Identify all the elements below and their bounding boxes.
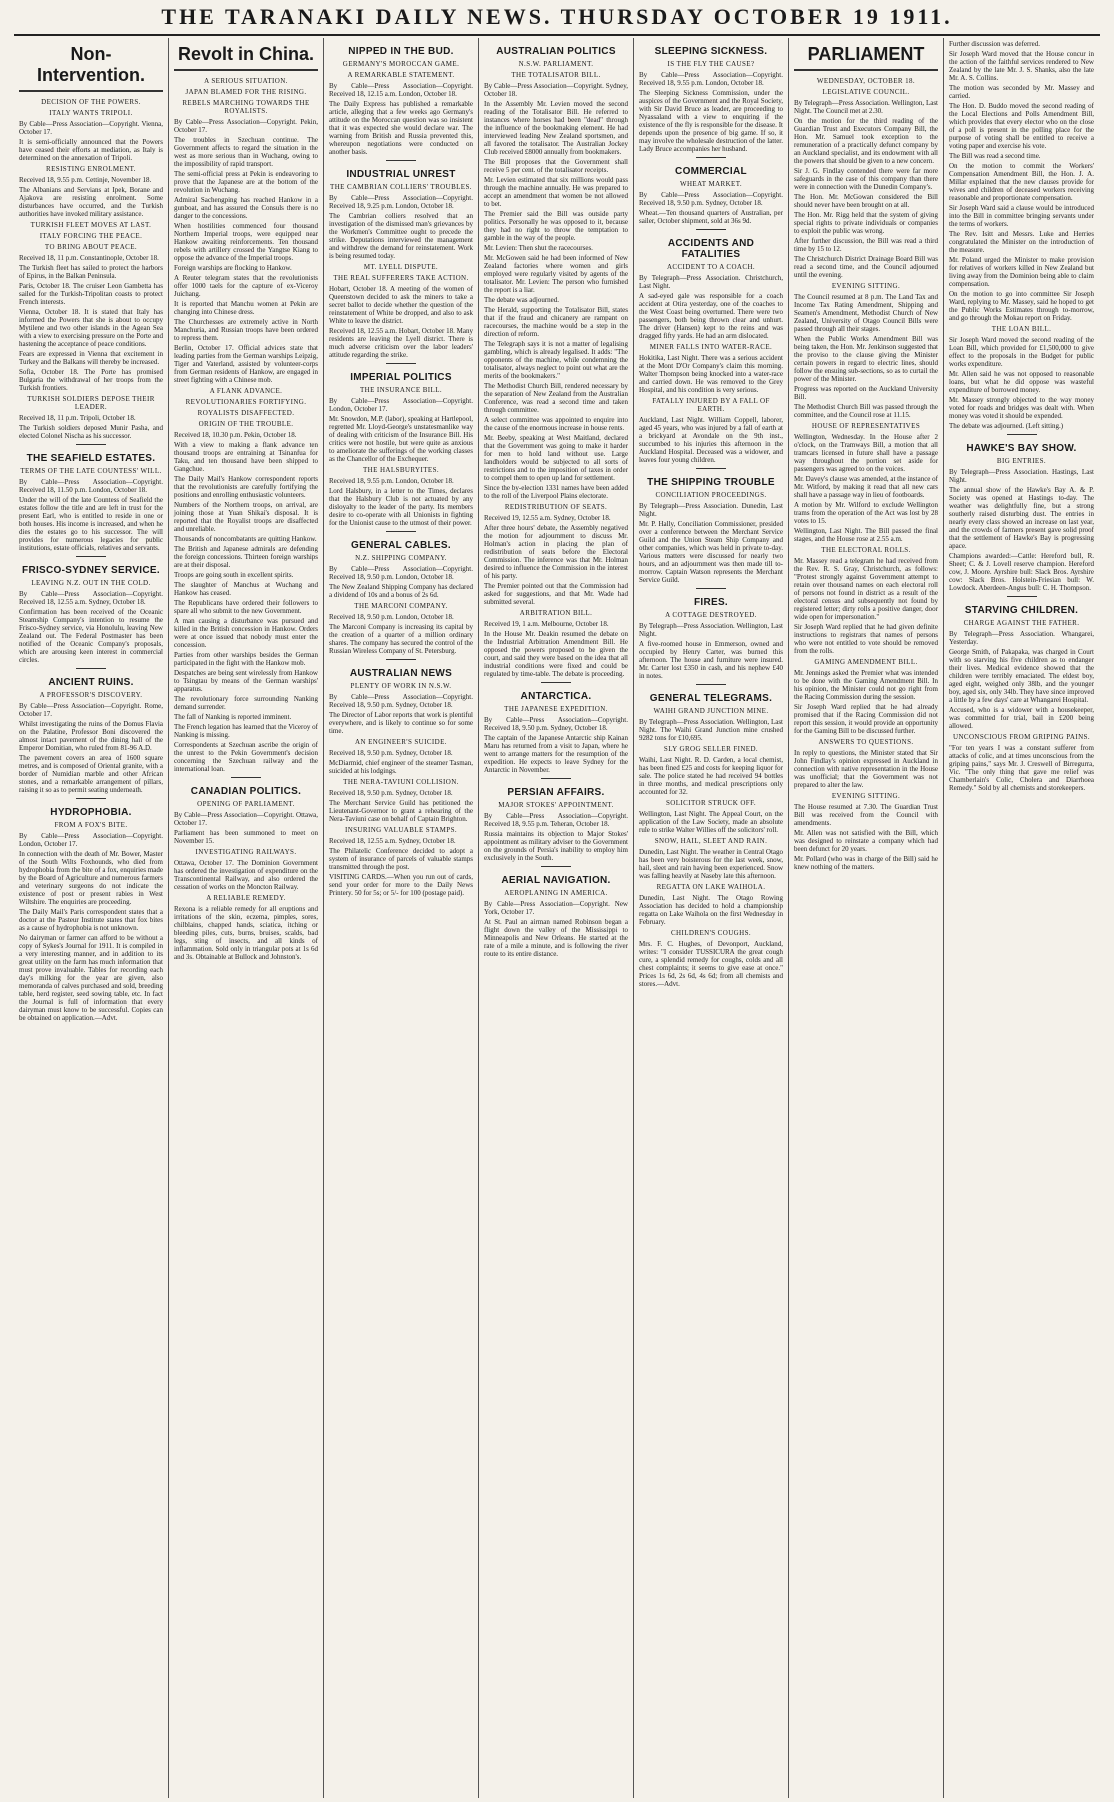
article-headline: GENERAL TELEGRAMS. xyxy=(649,693,773,704)
article-paragraph: Received 19, 12.55 a.m. Sydney, October 18. xyxy=(484,514,611,522)
article-paragraph: By Telegraph—Press Association. Wellington, Last Night. The Council met at 2.30. xyxy=(794,99,938,115)
article-paragraph: The Methodist Church Bill, rendered necessary by the separation of New Zealand from the Australian Conference, was read a second time and taken through committee. xyxy=(484,382,628,414)
article-subhead: A REMARKABLE STATEMENT. xyxy=(347,71,455,79)
article-paragraph: Mr. Jennings asked the Premier what was intended to be done with the Gaming Amendment Bill. In his opinion, the Minister could not go right from the Racing Commission during the session. xyxy=(794,669,938,701)
article-subhead: INSURING VALUABLE STAMPS. xyxy=(344,826,458,834)
article-paragraph: By Cable—Press Association—Copyright. New York, October 17. xyxy=(484,900,628,916)
article-paragraph: Mr. Levien: Then shut the racecourses. xyxy=(484,244,593,252)
article-headline: ACCIDENTS AND FATALITIES xyxy=(667,238,755,260)
article-subhead: THE MARCONI COMPANY. xyxy=(354,602,448,610)
article-paragraph: Mr. Snowdon, M.P. (labor), speaking at Hartlepool, regretted Mr. Lloyd-George's unstatesmanlike way of dealing with criticism of the Insurance Bill. His critics were not hostile, but were quite as anxious to ameliorate the sufferings of the working classes as the Chancellor of the Exchequer. xyxy=(329,415,473,463)
article-paragraph: Troops are going south in excellent spirits. xyxy=(174,571,294,579)
article-subhead: IS THE FLY THE CAUSE? xyxy=(667,60,755,68)
article-paragraph: The pavement covers an area of 1600 square metres, and is composed of Oriental granite, with a border of Numidian marble and other African stones, and a remarkable arrangement of pillars, raising it so as to permit seating underneath. xyxy=(19,754,163,794)
article-paragraph: By Telegraph—Press Association. Wellington, Last Night. The Waihi Grand Junction mine crushed 9282 tons for £10,695. xyxy=(639,718,783,742)
article-subhead: WEDNESDAY, OCTOBER 18. xyxy=(816,77,916,85)
article-subhead: TO BRING ABOUT PEACE. xyxy=(44,243,138,251)
article-divider xyxy=(76,444,106,445)
article-paragraph: In reply to questions, the Minister stated that Sir John Findlay's opinion expressed in Auckland in connection with native representation in the House was unofficial; that the Government was not prepared to alter the law. xyxy=(794,749,938,789)
article-paragraph: Wellington, Wednesday. In the House after 2 o'clock, on the Tramways Bill, a motion that all tramcars licensed in future shall have a passage way throughout the portion set aside for passengers was agreed to on the voices. xyxy=(794,433,938,473)
article-subhead: HOUSE OF REPRESENTATIVES xyxy=(811,422,921,430)
article-paragraph: On the motion to go into committee Sir Joseph Ward, replying to Mr. Massey, said he hoped to get the Public Works Estimates through to-morrow, and go through the Mokau report on Friday. xyxy=(949,290,1094,322)
article-subhead: MINER FALLS INTO WATER-RACE. xyxy=(649,343,773,351)
article-paragraph: A sad-eyed gale was responsible for a coach accident at Otira yesterday, one of the coaches to the West Coast being overturned. There were two passengers, both being thrown clear and unhurt. The driver (Hansen) kept to the reins and was dragged fifty yards. He had an arm dislocated. xyxy=(639,292,783,340)
article-paragraph: On the motion for the third reading of the Guardian Trust and Executors Company Bill, the Hon. Mr. Samuel took exception to the remuneration of a practically defunct company by an Auckland specialist, and its endowment with all the powers that should be given to a new concern. xyxy=(794,117,938,165)
article-paragraph: In the Assembly Mr. Levien moved the second reading of the Totalisator Bill. He referred to instances where horses had been "dead" through the influence of the bookmaking element. He had interviewed leading New Zealand sportsmen, and all favored the totalisator. The Australian Jockey Club received £8000 annually from bookmakers. xyxy=(484,100,628,156)
article-paragraph: Sir J. G. Findlay contended there were far more safeguards in the case of this company than there were in connection with the Dunedin Company's. xyxy=(794,167,938,191)
article-paragraph: Wellington, Last Night. The Appeal Court, on the application of the Law Society, made an absolute rule to strike Walter Willies off the solicitors' roll. xyxy=(639,810,783,834)
article-subhead: EVENING SITTING. xyxy=(831,282,901,290)
article-paragraph: On the motion to commit the Workers' Compensation Amendment Bill, the Hon. J. A. Millar explained that the new clauses provide for wives and children of deceased workers receiving reasonable and proportionate compensation. xyxy=(949,162,1094,202)
article-paragraph: Received 19, 1 a.m. Melbourne, October 18. xyxy=(484,620,609,628)
article-headline: GENERAL CABLES. xyxy=(351,540,451,551)
article-subhead: THE ELECTORAL ROLLS. xyxy=(821,546,911,554)
article-paragraph: By Telegraph—Press Association. Hastings, Last Night. xyxy=(949,468,1094,484)
article-paragraph: The semi-official press at Pekin is endeavoring to prove that the Japanese are at the bottom of the revolution in Wuchang. xyxy=(174,170,318,194)
article-paragraph: Lord Halsbury, in a letter to the Times, declares that the Halsbury Club is not actuated by any disloyalty to the leader of the party. Its members desire to co-operate with all Unionists in fighting for the Unionist cause to the utmost of their power. xyxy=(329,487,473,527)
article-subhead: BIG ENTRIES. xyxy=(996,457,1047,465)
article-divider xyxy=(696,468,726,469)
article-paragraph: The Philatelic Conference decided to adopt a system of insurance of parcels of valuable stamps transmitted through the post. xyxy=(329,847,473,871)
article-subhead: A PROFESSOR'S DISCOVERY. xyxy=(39,691,143,699)
article-paragraph: Progress was reported on the Auckland University Bill. xyxy=(794,385,938,401)
article-divider xyxy=(386,531,416,532)
article-paragraph: The Cambrian colliers resolved that an investigation of the dismissed man's grievances by the Workmen's Committee ought to precede the strike. Deputations interviewed the management and withdrew the demand for reinstatement. Work is being resumed today. xyxy=(329,212,473,260)
article-paragraph: By Cable—Press Association—Copyright. Pekin, October 17. xyxy=(174,118,318,134)
masthead: THE TARANAKI DAILY NEWS. THURSDAY OCTOBER 19 1911. xyxy=(161,4,953,29)
article-subhead: WHEAT MARKET. xyxy=(679,180,743,188)
article-paragraph: Mr. Davey's clause was amended, at the instance of Mr. Witford, by making it read that all new cars shall have a passage way in lieu of footboards. xyxy=(794,475,938,499)
article-paragraph: The Hon. D. Buddo moved the second reading of the Local Elections and Polls Amendment Bill, which provides that every elector who on the close of a poll is present in the polling place for the purpose of voting shall be entitled to receive a voting paper and exercise his vote. xyxy=(949,102,1094,150)
article-paragraph: The revolutionary force surrounding Nanking demand surrender. xyxy=(174,695,318,711)
article-paragraph: George Smith, of Pakapaka, was charged in Court with so starving his five children as to endanger their lives. Medical evidence showed that the children were terribly emaciated. The eldest boy, aged eight, weighed only 38lb, and the younger boy, aged six, only 34lb. They have since improved a little by a few days' care at Whangarei Hospital. xyxy=(949,648,1094,704)
article-paragraph: The Rev. Isitt and Messrs. Luke and Herries congratulated the Minister on the introduction of the measure. xyxy=(949,230,1094,254)
article-paragraph: Confirmation has been received of the Oceanic Steamship Company's intention to resume the Frisco-Sydney service, via Honolulu, leaving New Zealand out. The Federal Postmaster has been notified of the Oceanic Company's proposals, which are arousing keen interest in commercial circles. xyxy=(19,608,163,664)
article-subhead: SLY GROG SELLER FINED. xyxy=(663,745,759,753)
article-subhead: REVOLUTIONARIES FORTIFYING. xyxy=(185,398,307,406)
article-divider xyxy=(541,778,571,779)
article-paragraph: The Director of Labor reports that work is plentiful everywhere, and is likely to continue so for some time. xyxy=(329,711,473,735)
article-subhead: FATALLY INJURED BY A FALL OF EARTH. xyxy=(652,397,770,413)
article-headline: FRISCO-SYDNEY SERVICE. xyxy=(22,565,160,576)
article-headline: HYDROPHOBIA. xyxy=(50,807,132,818)
article-paragraph: By Telegraph—Press Association. Dunedin, Last Night. xyxy=(639,502,783,518)
article-paragraph: When hostilities commenced four thousand Northern Imperial troops, were equipped near Hankow awaiting reinforcements. Ten thousand rebels with artillery crossed the Yangtse Kiang to oppose the advance of the Imperial troops. xyxy=(174,222,318,262)
article-paragraph: Sir Joseph Ward moved that the House concur in the action of the faithful services rendered to New Zealand by the late Mr. J. S. Shanks, also the late Mr. A. S. Collins. xyxy=(949,50,1094,82)
article-divider xyxy=(386,160,416,161)
article-headline: SLEEPING SICKNESS. xyxy=(654,46,768,57)
article-paragraph: By Cable—Press Association—Copyright. London, October 17. xyxy=(329,397,473,413)
article-paragraph: The British and Japanese admirals are defending the foreign concessions. Thirteen foreign warships are at their disposal. xyxy=(174,545,318,569)
article-paragraph: The Churchesses are extremely active in North Manchuria, and Russian troops have been ordered to repress them. xyxy=(174,318,318,342)
article-divider xyxy=(386,659,416,660)
article-subhead: DECISION OF THE POWERS. xyxy=(41,98,141,106)
article-paragraph: Accused, who is a widower with a housekeeper, was committed for trial, bail in £200 being allowed. xyxy=(949,706,1094,730)
article-subhead: TURKISH FLEET MOVES AT LAST. xyxy=(30,221,152,229)
article-paragraph: The captain of the Japanese Antarctic ship Kainan Maru has returned from a visit to Japan, where he went to arrange matters for the resumption of the expedition. He expects to leave Sydney for the Antarctic in November. xyxy=(484,734,628,774)
article-paragraph: By Cable—Press Association—Copyright. Received 18, 9.25 p.m. London, October 18. xyxy=(329,194,473,210)
article-headline: NIPPED IN THE BUD. xyxy=(348,46,454,57)
article-subhead: WAIHI GRAND JUNCTION MINE. xyxy=(653,707,769,715)
article-headline: AUSTRALIAN NEWS xyxy=(349,668,453,679)
article-subhead: ROYALISTS DISAFFECTED. xyxy=(197,409,295,417)
article-paragraph: The Council resumed at 8 p.m. The Land Tax and Income Tax Rating Amendment, Shipping and Seamen's Amendment, Methodist Church of New Zealand, University of Otago Council Bills were passed through all their stages. xyxy=(794,293,938,333)
article-paragraph: By Cable—Press Association—Copyright. Received 18, 11.50 p.m. London, October 18. xyxy=(19,478,163,494)
article-paragraph: The Turkish soldiers deposed Munir Pasha, and elected Colonel Nischa as his successor. xyxy=(19,424,163,440)
article-headline: HAWKE'S BAY SHOW. xyxy=(966,443,1077,454)
article-paragraph: The annual show of the Hawke's Bay A. & P. Society was opened at Hastings to-day. The weather was delightfully fine, but a strong southerly raised disturbing dust. The entries in nearly every class showed an increase on last year, and the crowds of farmers present gave solid proof that the settlement of Hawke's Bay is progressing apace. xyxy=(949,486,1094,550)
article-subhead: TERMS OF THE LATE COUNTESS' WILL. xyxy=(20,467,162,475)
article-paragraph: Mr. Allen was not satisfied with the Bill, which was designed to reinstate a company which had been defunct for 20 years. xyxy=(794,829,938,853)
article-paragraph: The Bill proposes that the Government shall receive 5 per cent. of the totalisator receipts. xyxy=(484,158,628,174)
article-paragraph: Wellington, Last Night. The Bill passed the final stages, and the House rose at 2.55 a.m. xyxy=(794,527,938,543)
column-6 xyxy=(789,38,944,1798)
article-paragraph: By Cable—Press Association—Copyright. Received 18, 12.15 a.m. London, October 18. xyxy=(329,82,473,98)
columns xyxy=(14,38,1100,1798)
article-headline: ANTARCTICA. xyxy=(520,691,592,702)
column-7 xyxy=(944,38,1099,1798)
article-paragraph: By Cable—Press Association—Copyright. Received 18, 9.50 p.m. Sydney, October 18. xyxy=(484,716,628,732)
article-subhead: CHARGE AGAINST THE FATHER. xyxy=(963,619,1080,627)
article-paragraph: Parties from other warships besides the German participated in the fight with the Hankow mob. xyxy=(174,651,318,667)
article-paragraph: The Hon. Mr. McGowan considered the Bill should never have been brought on at all. xyxy=(794,193,938,209)
article-paragraph: Whilst investigating the ruins of the Domus Flavia on the Palatine, Professor Boni discovered the almost intact pavement of the dining hall of the Emperor Domitian, who ruled from 81-96 A.D. xyxy=(19,720,163,752)
article-paragraph: By Cable—Press Association—Copyright. Ottawa, October 17. xyxy=(174,811,318,827)
article-paragraph: The Daily Express has published a remarkable article, alleging that a few weeks ago Germany's attitude on the Moroccan question was so insistent that it was expected she would declare war. The warning from British and Russia prevented this, whereupon negotiations were conducted on another basis. xyxy=(329,100,473,156)
article-divider xyxy=(541,682,571,683)
article-paragraph: It is reported that Manchu women at Pekin are changing into Chinese dress. xyxy=(174,300,318,316)
article-paragraph: Mr. Beeby, speaking at West Maitland, declared that the Government was going to make it harder for men to hold land without use. Large landholders would be subjected to all sorts of restrictions and to the imposition of taxes in order to compel them to open up land for settlement. xyxy=(484,434,628,482)
article-paragraph: Mrs. F. C. Hughes, of Devonport, Auckland, writes: "I consider TUSSICURA the great cough cure, a splendid remedy for coughs, colds and all chest complaints; it seems to give ease at once." Prices 1s 6d, 2s 6d, 4s 6d; from all chemists and stores.—Advt. xyxy=(639,940,783,988)
article-headline: INDUSTRIAL UNREST xyxy=(346,169,456,180)
article-subhead: PLENTY OF WORK IN N.S.W. xyxy=(350,682,452,690)
article-subhead: N.S.W. PARLIAMENT. xyxy=(518,60,594,68)
article-subhead: SOLICITOR STRUCK OFF. xyxy=(666,799,756,807)
article-paragraph: Further discussion was deferred. xyxy=(949,40,1040,48)
article-paragraph: Mr. McGowen said he had been informed of New Zealand factories where women and girls employed were regularly visited by agents of the totalisator. Mr. Levien: The person who furnished the report is a liar. xyxy=(484,254,628,294)
article-subhead: ACCIDENT TO A COACH. xyxy=(666,263,756,271)
article-paragraph: Hokitika, Last Night. There was a serious accident at the Mont D'Or Company's claim this morning. Walter Thompson being knocked into a water-race and carried down. He was removed to the Grey Hospital, and his condition is very serious. xyxy=(639,354,783,394)
article-divider xyxy=(696,229,726,230)
column-5 xyxy=(634,38,789,1798)
article-paragraph: The Turkish fleet has sailed to protect the harbors of Epirus, in the Balkan Peninsula. xyxy=(19,264,163,280)
article-paragraph: Since the by-election 1331 names have been added to the roll of the Liverpool Plains electorate. xyxy=(484,484,628,500)
column-2 xyxy=(169,38,324,1798)
article-paragraph: The fall of Nanking is reported imminent. xyxy=(174,713,292,721)
article-subhead: A SERIOUS SITUATION. xyxy=(204,77,288,85)
article-paragraph: Russia maintains its objection to Major Stokes' appointment as military adviser to the Government on the grounds of Persia's inability to employ him exclusively in the South. xyxy=(484,830,628,862)
article-paragraph: The Methodist Church Bill was passed through the committee, and the Council rose at 11.15. xyxy=(794,403,938,419)
article-subhead: THE CAMBRIAN COLLIERS' TROUBLES. xyxy=(330,183,472,191)
article-paragraph: The Daily Mail's Hankow correspondent reports that the revolutionists are carefully fortifying the positions and enrolling enthusiastic volunteers. xyxy=(174,475,318,499)
article-paragraph: Sir Joseph Ward moved the second reading of the Loan Bill, which provided for £1,500,000 to give effect to the proposals in the Budget for public works expenditure. xyxy=(949,336,1094,368)
article-subhead: CONCILIATION PROCEEDINGS. xyxy=(655,491,767,499)
article-divider xyxy=(231,777,261,778)
article-paragraph: By Telegraph—Press Association. Whangarei, Yesterday. xyxy=(949,630,1094,646)
article-headline: AUSTRALIAN POLITICS xyxy=(496,46,616,57)
article-paragraph: By Cable—Press Association—Copyright. Received 18, 12.55 a.m. Sydney, October 18. xyxy=(19,590,163,606)
article-paragraph: Sofia, October 18. The Porte has promised Bulgaria the withdrawal of her troops from the Turkish frontiers. xyxy=(19,368,163,392)
article-subhead: N.Z. SHIPPING COMPANY. xyxy=(355,554,447,562)
article-subhead: CHILDREN'S COUGHS. xyxy=(670,929,752,937)
article-subhead: THE NERA-TAVIUNI COLLISION. xyxy=(343,778,459,786)
article-headline: PERSIAN AFFAIRS. xyxy=(507,787,605,798)
article-paragraph: At St. Paul an airman named Robinson began a flight down the valley of the Mississippi to Minneapolis and New Orleans. He started at the rate of a mile a minute, and is following the river route to its entire distance. xyxy=(484,918,628,958)
article-paragraph: Mr. Allen said he was not opposed to reasonable loans, but what he did oppose was wasteful expenditure of borrowed money. xyxy=(949,370,1094,394)
article-subhead: THE HALSBURYITES. xyxy=(362,466,440,474)
article-paragraph: A motion by Mr. Wilford to exclude Wellington trams from the operation of the Act was lost by 28 votes to 15. xyxy=(794,501,938,525)
article-subhead: EVENING SITTING. xyxy=(831,792,901,800)
article-paragraph: Numbers of the Northern troops, on arrival, are joining those at Yuan Shikai's disposal. It is reported that the Royalist troops are disaffected and unreliable. xyxy=(174,501,318,533)
article-divider xyxy=(76,798,106,799)
article-paragraph: The French legation has learned that the Viceroy of Nanking is missing. xyxy=(174,723,318,739)
article-subhead: ITALY FORCING THE PEACE. xyxy=(39,232,143,240)
column-1 xyxy=(14,38,169,1798)
article-paragraph: By Cable—Press Association—Copyright. Rome, October 17. xyxy=(19,702,163,718)
article-subhead: FROM A FOX'S BITE. xyxy=(54,821,128,829)
article-paragraph: The Hon. Mr. Rigg held that the system of giving special rights to private individuals or companies to exploit the public was wrong. xyxy=(794,211,938,235)
article-headline: AERIAL NAVIGATION. xyxy=(501,875,611,886)
article-subhead: THE LOAN BILL. xyxy=(991,325,1052,333)
article-paragraph: No dairyman or farmer can afford to be without a copy of Sykes's Journal for 1911. It is compiled in a very interesting manner, and in addition to its great utility on the farm has much information that must prove invaluable. Tables for recording each day's milking for the year are given, also memoranda of calves purchased and sold, breeding table, herd register, seed sowing table, etc. In fact the Journal is full of information that every dairyman must know to be successful. Copies can be obtained on application.—Advt. xyxy=(19,934,163,1022)
article-subhead: UNCONSCIOUS FROM GRIPING PAINS. xyxy=(952,733,1090,741)
article-paragraph: The Christchurch District Drainage Board Bill was read a second time, and the Council adjourned until the evening. xyxy=(794,255,938,279)
article-paragraph: By Cable—Press Association—Copyright. Vienna, October 17. xyxy=(19,120,163,136)
article-paragraph: The House resumed at 7.30. The Guardian Trust Bill was received from the Council with amendments. xyxy=(794,803,938,827)
article-paragraph: The debate was adjourned. (Left sitting.) xyxy=(949,422,1064,430)
article-paragraph: Under the will of the late Countess of Seafield the estates follow the title and are left in trust for the present Earl, who is entitled to reside in one or both houses. His income is increased, and when he dies the estates go to his successor. The will provides for numerous legacies for public institutions, estate officials, relatives and servants. xyxy=(19,496,163,552)
article-subhead: THE JAPANESE EXPEDITION. xyxy=(504,705,608,713)
article-paragraph: A man causing a disturbance was pursued and killed in the British concession in Hankow. Orders were at once issued that nobody must enter the concession. xyxy=(174,617,318,649)
article-headline: THE SHIPPING TROUBLE xyxy=(647,477,775,488)
article-paragraph: By Telegraph—Press Association. Wellington, Last Night. xyxy=(639,622,783,638)
article-paragraph: After further discussion, the Bill was read a third time by 15 to 12. xyxy=(794,237,938,253)
article-paragraph: Received 18, 9.55 p.m. London, October 18. xyxy=(329,477,454,485)
article-paragraph: Received 18, 9.50 p.m. Sydney, October 18. xyxy=(329,789,453,797)
article-paragraph: It is semi-officially announced that the Powers have ceased their efforts at mediation, as Italy is determined on the annexation of Tripoli. xyxy=(19,138,163,162)
article-paragraph: By Cable—Press Association—Copyright. Received 18, 9.50 p.m. Sydney, October 18. xyxy=(329,693,473,709)
article-paragraph: Mr. P. Hally, Conciliation Commissioner, presided over a conference between the Merchant Service Guild and the Union Steam Ship Company and other companies, which was held in private to-day. Various matters were discussed for nearly two hours, and an adjournment was then made till to-morrow. Captain Watson represents the Merchant Service Guild. xyxy=(639,520,783,584)
article-paragraph: Waihi, Last Night. R. D. Carden, a local chemist, has been fined £25 and costs for keeping liquor for sale. The police stated he had received 94 bottles in three months, and medical prescriptions only accounted for 32. xyxy=(639,756,783,796)
article-subhead: MT. LYELL DISPUTE. xyxy=(363,263,439,271)
article-paragraph: Received 18, 9.50 p.m. London, October 18. xyxy=(329,613,454,621)
article-divider xyxy=(696,684,726,685)
article-subhead: TURKISH SOLDIERS DEPOSE THEIR LEADER. xyxy=(27,395,155,411)
masthead-rule xyxy=(14,34,1100,36)
article-paragraph: The troubles in Szechuan continue. The Government affects to regard the situation in the west as more serious than in Wuchang, owing to the impossibility of rapid transport. xyxy=(174,136,318,168)
article-paragraph: In connection with the death of Mr. Bower, Master of the South Wilts Foxhounds, who died from hydrophobia from the bite of a fox, enquiries made by the Board of Agriculture and numerous farmers and veterinary surgeons do not indicate the existence of post or present rabies in West Wiltshire. The enquiries are proceeding. xyxy=(19,850,163,906)
article-headline: ANCIENT RUINS. xyxy=(48,677,134,688)
article-paragraph: By Cable—Press Association—Copyright. London, October 17. xyxy=(19,832,163,848)
section-heading: Non-Intervention. xyxy=(36,44,145,85)
article-subhead: ARBITRATION BILL. xyxy=(519,609,593,617)
article-paragraph: Hobart, October 18. A meeting of the women of Queenstown decided to ask the miners to take a secret ballot to decide whether the question of the reinstatement of White be dropped, and also to ask White to leave the district. xyxy=(329,285,473,325)
article-paragraph: Sir Joseph Ward said a clause would be introduced into the Bill in committee bringing servants under the terms of workers. xyxy=(949,204,1094,228)
article-paragraph: With a view to making a flank advance ten thousand troops are entraining at Tsinanfua for Taku, and ten thousand have been shipped to Gangchue. xyxy=(174,441,318,473)
article-subhead: MAJOR STOKES' APPOINTMENT. xyxy=(498,801,614,809)
article-paragraph: VISITING CARDS.—When you run out of cards, send your order for more to the Daily News Printery. 50 for 5s; or 5/- for 100 (postage paid). xyxy=(329,873,473,897)
article-headline: STARVING CHILDREN. xyxy=(964,605,1079,616)
article-paragraph: The Premier pointed out that the Commission had asked for suggestions, and that Mr. Wade had submitted several. xyxy=(484,582,628,606)
article-divider xyxy=(696,588,726,589)
article-paragraph: Berlin, October 17. Official advices state that leading parties from the German warships Leipzig, Tiger and Vaterland, assisted by volunteer-corps from German residents of Hankow, are engaged in street fighting with a Chinese mob. xyxy=(174,344,318,384)
article-paragraph: When the Public Works Amendment Bill was being taken, the Hon. Mr. Jenkinson suggested that the proviso to the clause giving the Minister certain powers in regard to electric lines, should follow the ensuing sub-sections, so as to curtail the power of the Minister. xyxy=(794,335,938,383)
article-paragraph: Received 18, 10.30 p.m. Pekin, October 18. xyxy=(174,431,297,439)
article-paragraph: The Republicans have ordered their followers to spare all who submit to the new Government. xyxy=(174,599,318,615)
article-subhead: REDISTRIBUTION OF SEATS. xyxy=(504,503,608,511)
article-subhead: ITALY WANTS TRIPOLI. xyxy=(49,109,133,117)
article-paragraph: By Cable—Press Association—Copyright. Received 18, 9.50 p.m. Sydney, October 18. xyxy=(639,191,783,207)
article-paragraph: Wheat.—Ten thousand quarters of Australian, per sailer, October shipment, sold at 36s 9d. xyxy=(639,209,783,225)
article-subhead: GAMING AMENDMENT BILL. xyxy=(814,658,918,666)
article-paragraph: Admiral Sachengping has reached Hankow in a gunboat, and has assured the Consuls there is no danger to the concessions. xyxy=(174,196,318,220)
heading-rule xyxy=(794,69,938,71)
article-subhead: REBELS MARCHING TOWARDS THE ROYALISTS. xyxy=(182,99,310,115)
article-paragraph: Rexona is a reliable remedy for all eruptions and irritations of the skin, eczema, pimples, sores, chilblains, chapped hands, sciatica, itching or bleeding piles, cuts, burns, bruises, scalds, bad legs, sting of insects, and all kinds of inflammation. Sold only in triangular pots at 1s 6d and 3s. Obtainable at Bullock and Johnston's. xyxy=(174,905,318,961)
article-paragraph: Received 18, 12.55 a.m. Sydney, October 18. xyxy=(329,837,456,845)
article-subhead: AEROPLANING IN AMERICA. xyxy=(504,889,608,897)
article-paragraph: Mr. Massey strongly objected to the way money voted for roads and bridges was dealt with. When money was voted it should be expended. xyxy=(949,396,1094,420)
heading-rule xyxy=(174,69,318,71)
section-heading: PARLIAMENT xyxy=(807,44,925,64)
article-paragraph: Despatches are being sent wirelessly from Hankow to Tsingtau by means of the German warships' apparatus. xyxy=(174,669,318,693)
article-subhead: A RELIABLE REMEDY. xyxy=(206,894,286,902)
article-divider xyxy=(76,668,106,669)
article-paragraph: Foreign warships are flocking to Hankow. xyxy=(174,264,292,272)
article-paragraph: By Cable—Press Association—Copyright. Sydney, October 18. xyxy=(484,82,628,98)
article-paragraph: The Premier said the Bill was outside party politics. Personally he was opposed to it, because they had no right to throw the temptation to gamble in the way of the people. xyxy=(484,210,628,242)
article-subhead: REGATTA ON LAKE WAIHOLA. xyxy=(656,883,766,891)
article-headline: THE SEAFIELD ESTATES. xyxy=(26,453,156,464)
article-subhead: THE INSURANCE BILL. xyxy=(359,386,443,394)
article-paragraph: Vienna, October 18. It is stated that Italy has informed the Powers that she is about to occupy Mytilene and two other islands in the Agean Sea with a view to exercising pressure on the Porte and hastening the acceptance of peace conditions. xyxy=(19,308,163,348)
column-3 xyxy=(324,38,479,1798)
article-subhead: JAPAN BLAMED FOR THE RISING. xyxy=(185,88,307,96)
article-paragraph: The Herald, supporting the Totalisator Bill, states that if the fraud and chicanery are rampant on racecourses, the machine would be a step in the direction of reform. xyxy=(484,306,628,338)
article-paragraph: The Bill was read a second time. xyxy=(949,152,1041,160)
article-paragraph: The Merchant Service Guild has petitioned the Lieutenant-Governor to grant a rehearing of the Nera-Taviuni case on behalf of Captain Brighton. xyxy=(329,799,473,823)
article-paragraph: Auckland, Last Night. William Coppell, laborer, aged 45 years, who was injured by a fall of earth at a brickyard at Avondale on the 9th inst., succumbed to his injuries this afternoon in the Auckland Hospital. Deceased was a widower, and leaves four young children. xyxy=(639,416,783,464)
article-paragraph: The Albanians and Servians at Ipek, Borane and Ajakova are resisting enrolment. Some disturbances have occurred, and the Turkish authorities have invoked military assistance. xyxy=(19,186,163,218)
article-paragraph: In the House Mr. Deakin resumed the debate on the Industrial Arbitration Amendment Bill. He opposed the powers proposed to be given the court, and said they were based on the idea that all industrial conditions were fixed and could be regulated by time-table. The debate is proceeding. xyxy=(484,630,628,678)
article-headline: IMPERIAL POLITICS xyxy=(350,372,452,383)
article-subhead: SNOW, HAIL, SLEET AND RAIN. xyxy=(654,837,768,845)
article-paragraph: A Reuter telegram states that the revolutionists offer 1000 taels for the capture of ex-Viceroy Juichang. xyxy=(174,274,318,298)
article-paragraph: A five-roomed house in Emmerson, owned and occupied by Henry Carter, was burned this afternoon. The house and furniture were insured. Mr. Carter lost £350 in cash, and his nephew £40 in notes. xyxy=(639,640,783,680)
article-paragraph: Mr. Levien estimated that six millions would pass through the machine annually. He was prepared to accept an amendment that women be not allowed to bet. xyxy=(484,176,628,208)
article-subhead: GERMANY'S MOROCCAN GAME. xyxy=(342,60,460,68)
article-paragraph: Received 18, 12.55 a.m. Hobart, October 18. Many residents are leaving the Lyell district. There is much adverse criticism over the labor leaders' attitude regarding the strike. xyxy=(329,327,473,359)
column-4 xyxy=(479,38,634,1798)
article-subhead: AN ENGINEER'S SUICIDE. xyxy=(355,738,447,746)
article-paragraph: Ottawa, October 17. The Dominion Government has ordered the investigation of expenditure on the Transcontinental Railway, and also ordered the cessation of works on the Moncton Railway. xyxy=(174,859,318,891)
article-paragraph: The debate was adjourned. xyxy=(484,296,560,304)
article-paragraph: The slaughter of Manchus at Wuchang and Hankow has ceased. xyxy=(174,581,318,597)
article-divider xyxy=(76,556,106,557)
article-subhead: LEGISLATIVE COUNCIL. xyxy=(822,88,910,96)
article-paragraph: A select committee was appointed to enquire into the cause of the enormous increase in house rents. xyxy=(484,416,628,432)
article-paragraph: The Sleeping Sickness Commission, under the auspices of the Government and the Royal Society, with Sir David Bruce as leader, are proceeding to Nyassaland with a view to enquiring if the existence of the fly is responsible for the disease. It depends upon the presence of big game. If so, it may involve the wholesale destruction of the latter. Lady Bruce accompanies her husband. xyxy=(639,89,783,153)
article-paragraph: Thousands of noncombatants are quitting Hankow. xyxy=(174,535,317,543)
article-subhead: INVESTIGATING RAILWAYS. xyxy=(195,848,297,856)
article-paragraph: Mr. Poland urged the Minister to make provision for relatives of workers killed in New Zealand but living away from the Dominion being able to claim compensation. xyxy=(949,256,1094,288)
section-heading: Revolt in China. xyxy=(177,44,314,64)
article-subhead: A FLANK ADVANCE. xyxy=(209,387,283,395)
article-divider xyxy=(541,866,571,867)
article-subhead: A COTTAGE DESTROYED. xyxy=(665,611,757,619)
article-subhead: OPENING OF PARLIAMENT. xyxy=(197,800,295,808)
article-subhead: ANSWERS TO QUESTIONS. xyxy=(818,738,914,746)
article-paragraph: The motion was seconded by Mr. Massey and carried. xyxy=(949,84,1094,100)
article-paragraph: The New Zealand Shipping Company has declared a dividend of 10s and a bonus of 2s 6d. xyxy=(329,583,473,599)
article-paragraph: Sir Joseph Ward replied that he had already promised that if the Racing Commission did not report this session, it would provide an opportunity for the Gaming Bill to be discussed further. xyxy=(794,703,938,735)
article-subhead: LEAVING N.Z. OUT IN THE COLD. xyxy=(31,579,151,587)
article-paragraph: "For ten years I was a constant sufferer from attacks of colic, and at times unconscious from the griping pains," says Mr. J. Creswell of Birregurra, Vic. "The only thing that gave me relief was Chamberlain's Colic, Cholera and Diarrhoea Remedy." Sold by all chemists and storekeepers. xyxy=(949,744,1094,792)
article-divider xyxy=(1007,596,1037,597)
article-paragraph: By Telegraph—Press Association. Christchurch, Last Night. xyxy=(639,274,783,290)
article-divider xyxy=(1007,434,1037,435)
article-paragraph: McDiarmid, chief engineer of the steamer Tasman, suicided at his lodgings. xyxy=(329,759,473,775)
article-paragraph: By Cable—Press Association—Copyright. Received 18, 9.55 p.m. London, October 18. xyxy=(639,71,783,87)
article-headline: CANADIAN POLITICS. xyxy=(190,786,302,797)
article-subhead: ORIGIN OF THE TROUBLE. xyxy=(198,420,294,428)
article-paragraph: After three hours' debate, the Assembly negatived the motion for adjournment to discuss Mr. Holman's action in placing the plan of redistribution of seats before the Electoral Commission. The inference was that Mr. Holman desired to influence the Commission in the interest of his party. xyxy=(484,524,628,580)
article-subhead: THE TOTALISATOR BILL. xyxy=(511,71,601,79)
article-paragraph: Champions awarded:—Cattle: Hereford bull, R. Sheet; C. & J. Lovell reserve champion. Hereford cow, J. Moore. Ayrshire bull: Slack Bros. Ayrshire cow: Slack Bros. Holstein-Friesian bull: W. Lowdock. Aberdeen-Angus bull: C. H. Thompson. xyxy=(949,552,1094,592)
article-paragraph: By Cable—Press Association—Copyright. Received 18, 9.50 p.m. London, October 18. xyxy=(329,565,473,581)
article-paragraph: Mr. Pollard (who was in charge of the Bill) said he knew nothing of the matters. xyxy=(794,855,938,871)
article-paragraph: Dunedin, Last Night. The weather in Central Otago has been very boisterous for the last week, snow, hail, sleet and rain having been experienced. Snow was falling heavily at Naseby late this afternoon. xyxy=(639,848,783,880)
article-paragraph: Parliament has been summoned to meet on November 15. xyxy=(174,829,318,845)
article-paragraph: The Telegraph says it is not a matter of legalising gambling, which is already legalised. It adds: "The opponents of the machine, while condemning the totalisator, always neglect to point out what are the merits of the bookmakers." xyxy=(484,340,628,380)
article-paragraph: Received 18, 9.55 p.m. Cettinje, November 18. xyxy=(19,176,152,184)
article-paragraph: By Cable—Press Association—Copyright. Received 18, 9.55 p.m. Teheran, October 18. xyxy=(484,812,628,828)
article-headline: FIRES. xyxy=(693,597,729,608)
article-subhead: THE REAL SUFFERERS TAKE ACTION. xyxy=(333,274,469,282)
article-paragraph: Dunedin, Last Night. The Otago Rowing Association has decided to hold a championship regatta on Lake Waihola on the first Wednesday in February. xyxy=(639,894,783,926)
article-paragraph: Correspondents at Szechuan ascribe the origin of the unrest to the Pekin Government's decision concerning the Szechuan railway and the international loan. xyxy=(174,741,318,773)
article-paragraph: Received 18, 11 p.m. Constantinople, October 18. xyxy=(19,254,159,262)
article-paragraph: Mr. Massey read a telegram he had received from the Rev. R. S. Gray, Christchurch, as follows: "Protest strongly against Government attempt to retain over thousand names on each electoral roll of persons not found in district as a result of the electoral census and subsequently not found by registered letter; dirty rolls a positive danger, door wide open for impersonation." xyxy=(794,557,938,621)
article-paragraph: The Daily Mail's Paris correspondent states that a doctor at the Pasteur Institute states that fox bites as a cause of hydrophobia is not unknown. xyxy=(19,908,163,932)
article-paragraph: Fears are expressed in Vienna that excitement in Turkey and the Balkans will thereby be increased. xyxy=(19,350,163,366)
article-subhead: RESISTING ENROLMENT. xyxy=(46,165,136,173)
article-divider xyxy=(696,157,726,158)
article-headline: COMMERCIAL xyxy=(675,166,747,177)
article-divider xyxy=(386,363,416,364)
article-paragraph: Received 18, 11 p.m. Tripoli, October 18. xyxy=(19,414,136,422)
article-paragraph: The Marconi Company is increasing its capital by the creation of a quarter of a million ordinary shares. The company has secured the control of the Russian Wireless Company of St. Petersburg. xyxy=(329,623,473,655)
article-paragraph: Sir Joseph Ward replied that he had given definite instructions to registrars that names of persons who were not entitled to vote should be removed from the rolls. xyxy=(794,623,938,655)
heading-rule xyxy=(19,90,163,92)
article-paragraph: Paris, October 18. The cruiser Leon Gambetta has sailed for the Turkish-Tripolitan coasts to protect French interests. xyxy=(19,282,163,306)
article-paragraph: Received 18, 9.50 p.m. Sydney, October 18. xyxy=(329,749,453,757)
